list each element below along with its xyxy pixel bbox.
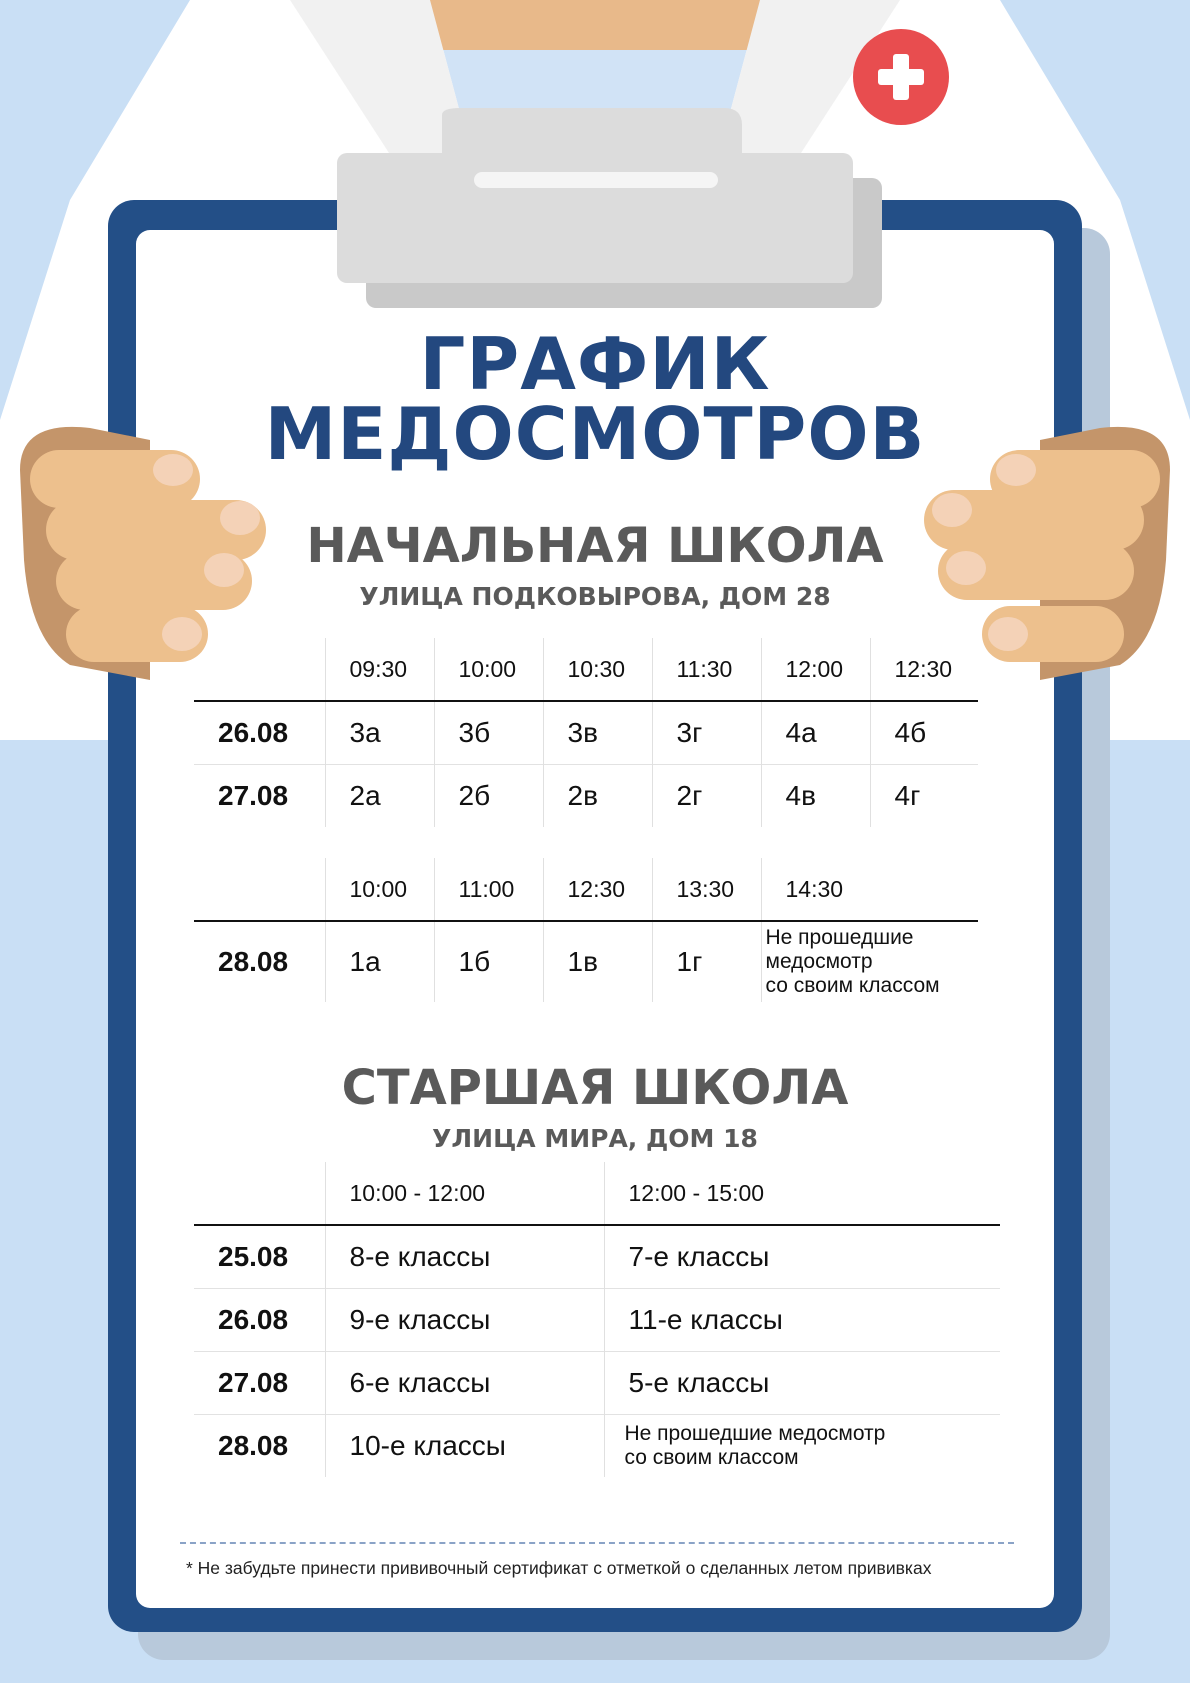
date-header-cell (194, 638, 325, 701)
class-cell: 1б (434, 921, 543, 1002)
class-cell: 2б (434, 765, 543, 828)
class-cell: 2г (652, 765, 761, 828)
table-row (194, 1352, 1000, 1415)
class-cell: 3г (652, 701, 761, 765)
primary-schedule-table-1 (194, 638, 978, 827)
date-cell: 28.08 (218, 946, 289, 977)
time-header: 10:00 (434, 638, 543, 701)
class-cell: 1г (652, 921, 761, 1002)
date-header-cell (194, 1162, 325, 1225)
class-cell: 3в (543, 701, 652, 765)
footnote-text: * Не забудьте принести прививочный сертификат с отметкой о сделанных летом прививках (186, 1558, 932, 1578)
primary-school-heading: НАЧАЛЬНАЯ ШКОЛА (306, 518, 884, 574)
time-header: 12:00 - 15:00 (604, 1162, 1000, 1225)
class-cell: 2в (543, 765, 652, 828)
table-row (194, 1289, 1000, 1352)
high-school-schedule-table (194, 1162, 1000, 1477)
class-cell: 11-е классы (604, 1289, 1000, 1352)
class-cell: 4а (761, 701, 870, 765)
note-line: со своим классом (624, 1446, 799, 1469)
class-cell: 1а (325, 921, 434, 1002)
time-header: 10:00 - 12:00 (325, 1162, 604, 1225)
class-cell: 6-е классы (325, 1352, 604, 1415)
high-school-heading: СТАРШАЯ ШКОЛА (341, 1060, 849, 1116)
time-header: 10:00 (325, 858, 434, 921)
class-cell: 4б (870, 701, 978, 765)
class-cell: 7-е классы (604, 1225, 1000, 1289)
page-title-line1: ГРАФИК (419, 322, 771, 406)
table-row (194, 1415, 1000, 1478)
table-row (194, 921, 978, 1002)
table-header-row (194, 1162, 1000, 1225)
class-cell: 3б (434, 701, 543, 765)
class-cell: 1в (543, 921, 652, 1002)
time-header: 12:30 (870, 638, 978, 701)
date-cell: 25.08 (218, 1241, 289, 1272)
time-header: 11:30 (652, 638, 761, 701)
note-cell (604, 1415, 1000, 1478)
time-header: 12:00 (761, 638, 870, 701)
table-header-row (194, 858, 978, 921)
note-line: медосмотр (765, 950, 873, 973)
primary-schedule-table-2 (194, 858, 978, 1002)
class-cell: 9-е классы (325, 1289, 604, 1352)
class-cell: 2а (325, 765, 434, 828)
medical-cross-icon (853, 29, 949, 125)
note-cell (761, 921, 978, 1002)
class-cell: 8-е классы (325, 1225, 604, 1289)
page-title-line2: МЕДОСМОТРОВ (264, 392, 926, 476)
time-header: 14:30 (761, 858, 978, 921)
high-school-address: УЛИЦА МИРА, ДОМ 18 (432, 1124, 758, 1153)
date-cell: 26.08 (218, 1304, 289, 1335)
date-cell: 27.08 (218, 780, 289, 811)
class-cell: 4в (761, 765, 870, 828)
time-header: 11:00 (434, 858, 543, 921)
note-line: Не прошедшие (765, 926, 914, 949)
class-cell: 5-е классы (604, 1352, 1000, 1415)
time-header: 12:30 (543, 858, 652, 921)
date-header-cell (194, 858, 325, 921)
table-row (194, 765, 978, 828)
date-cell: 26.08 (218, 717, 289, 748)
class-cell: 10-е классы (325, 1415, 604, 1478)
note-line: Не прошедшие медосмотр (624, 1422, 886, 1445)
table-row (194, 1225, 1000, 1289)
primary-school-address: УЛИЦА ПОДКОВЫРОВА, ДОМ 28 (359, 582, 831, 611)
date-cell: 28.08 (218, 1430, 289, 1461)
class-cell: 4г (870, 765, 978, 828)
class-cell: 3а (325, 701, 434, 765)
time-header: 10:30 (543, 638, 652, 701)
time-header: 09:30 (325, 638, 434, 701)
date-cell: 27.08 (218, 1367, 289, 1398)
table-row (194, 701, 978, 765)
note-line: со своим классом (765, 974, 940, 997)
table-header-row (194, 638, 978, 701)
time-header: 13:30 (652, 858, 761, 921)
footnote-divider (180, 1542, 1014, 1544)
